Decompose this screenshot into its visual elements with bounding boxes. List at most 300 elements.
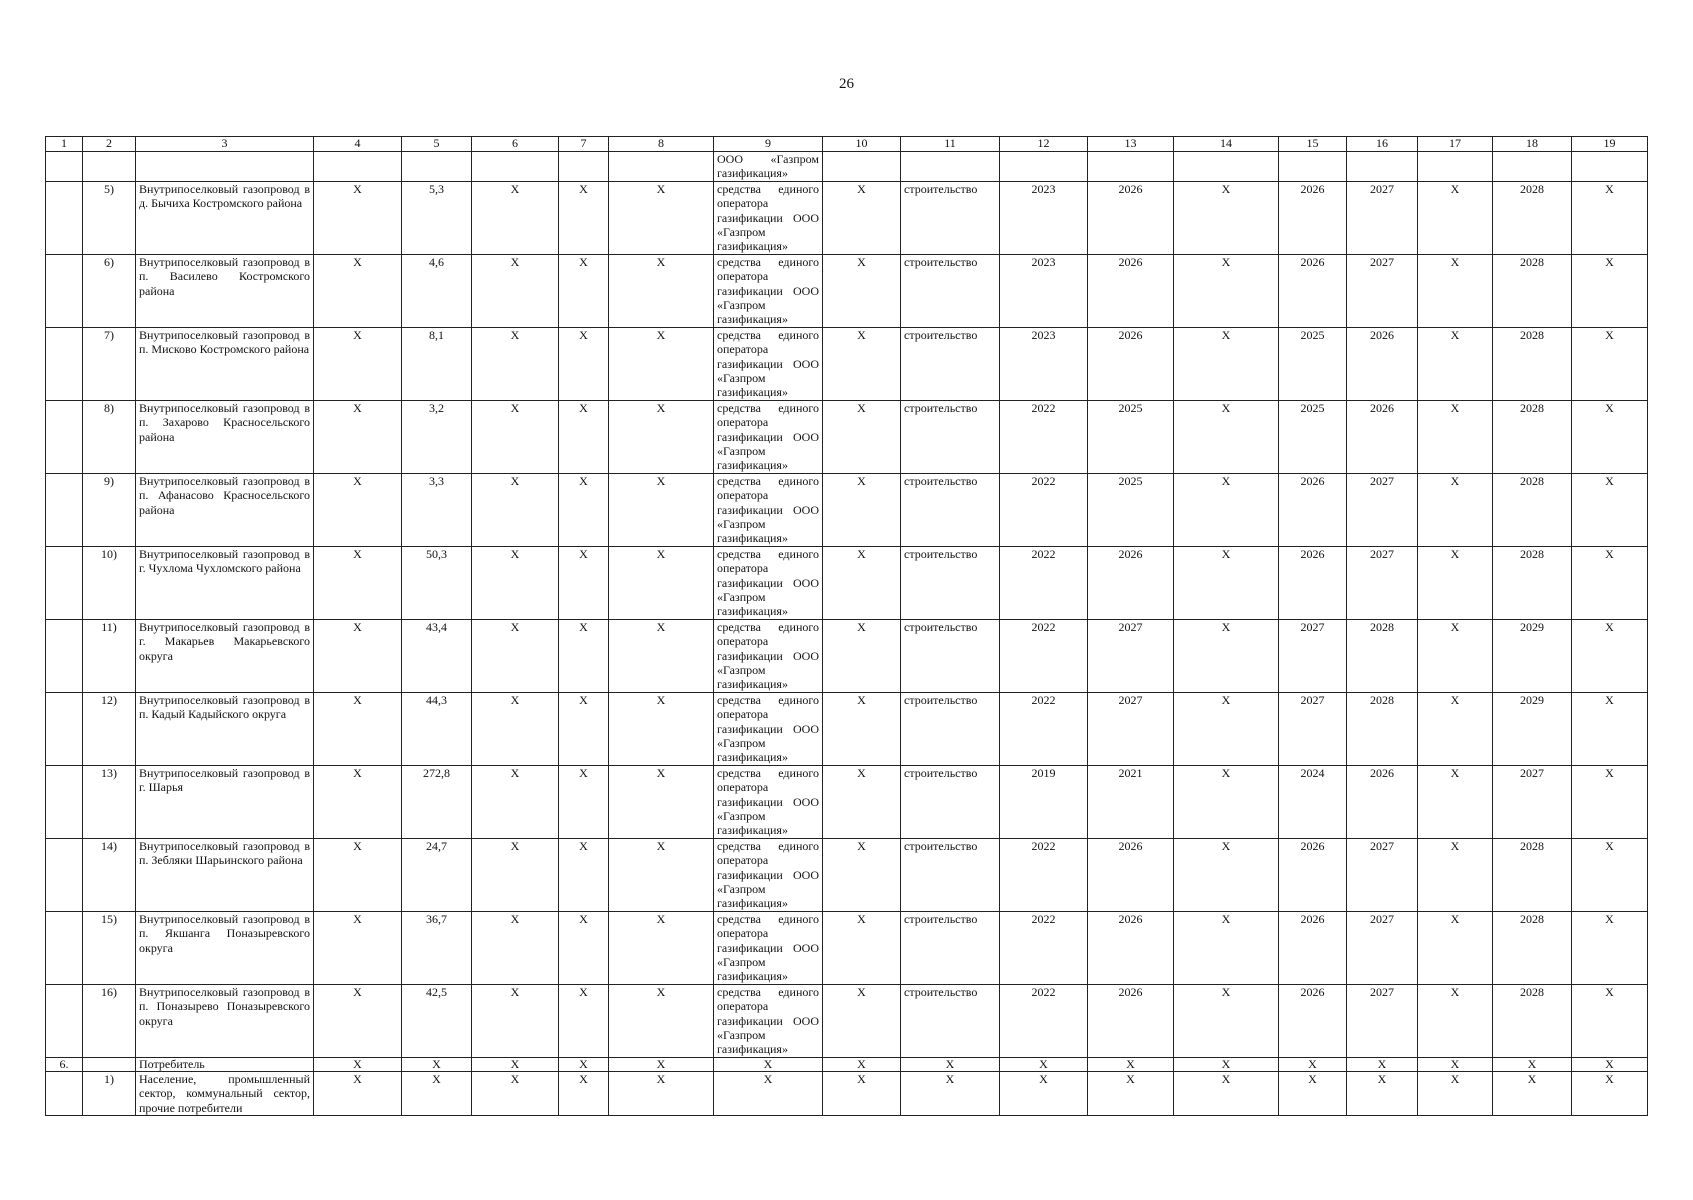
cell-col-9: ООО «Газпром газификация» xyxy=(714,152,823,182)
cell-col-2: 6) xyxy=(83,255,136,328)
cell-col-8: Х xyxy=(609,182,714,255)
cell-col-18: 2028 xyxy=(1493,328,1572,401)
cell-col-13: Х xyxy=(1088,1072,1174,1116)
cell-col-5: 4,6 xyxy=(402,255,472,328)
cell-col-1 xyxy=(46,985,83,1058)
column-number-row xyxy=(46,137,1648,152)
cell-col-4: Х xyxy=(314,693,402,766)
cell-col-2 xyxy=(83,152,136,182)
cell-col-13: 2027 xyxy=(1088,620,1174,693)
cell-col-5 xyxy=(402,152,472,182)
cell-col-11 xyxy=(901,152,1000,182)
group-row-consumer xyxy=(46,1058,1648,1072)
cell-col-12: 2019 xyxy=(1000,766,1088,839)
cell-col-5: Х xyxy=(402,1058,472,1072)
cell-col-15: 2026 xyxy=(1279,912,1347,985)
cell-col-4: Х xyxy=(314,839,402,912)
cell-col-14: Х xyxy=(1174,401,1279,474)
cell-col-1 xyxy=(46,839,83,912)
cell-col-12: 2023 xyxy=(1000,255,1088,328)
cell-col-18: 2028 xyxy=(1493,547,1572,620)
cell-col-13: 2025 xyxy=(1088,401,1174,474)
cell-col-14 xyxy=(1174,152,1279,182)
cell-col-18: 2028 xyxy=(1493,912,1572,985)
cell-col-10: Х xyxy=(823,985,901,1058)
cell-col-7: Х xyxy=(559,255,609,328)
cell-col-8: Х xyxy=(609,693,714,766)
cell-col-10: Х xyxy=(823,839,901,912)
cell-col-12: 2023 xyxy=(1000,182,1088,255)
cell-col-3: Внутрипоселковый газопровод в п. Мисково Костромского района xyxy=(136,328,314,401)
cell-col-11: Х xyxy=(901,1072,1000,1116)
cell-col-12: Х xyxy=(1000,1072,1088,1116)
cell-col-9: средства единого оператора газификации ООО «Газпром газификация» xyxy=(714,547,823,620)
cell-col-2: 10) xyxy=(83,547,136,620)
cell-col-13: 2026 xyxy=(1088,985,1174,1058)
cell-col-19: Х xyxy=(1572,474,1648,547)
cell-col-16: 2027 xyxy=(1347,985,1418,1058)
cell-col-16: 2028 xyxy=(1347,620,1418,693)
cell-col-7 xyxy=(559,152,609,182)
cell-col-5: 36,7 xyxy=(402,912,472,985)
cell-col-14: Х xyxy=(1174,182,1279,255)
cell-col-17: Х xyxy=(1418,255,1493,328)
column-header-11: 11 xyxy=(901,137,1000,152)
cell-col-15 xyxy=(1279,152,1347,182)
cell-col-13: 2026 xyxy=(1088,328,1174,401)
cell-col-15: 2025 xyxy=(1279,401,1347,474)
cell-col-3: Внутрипоселковый газопровод в г. Шарья xyxy=(136,766,314,839)
cell-col-1 xyxy=(46,1072,83,1116)
cell-col-3: Внутрипоселковый газопровод в п. Якшанга Поназыревского округа xyxy=(136,912,314,985)
cell-col-17: Х xyxy=(1418,620,1493,693)
cell-col-19 xyxy=(1572,152,1648,182)
column-header-12: 12 xyxy=(1000,137,1088,152)
cell-col-19: Х xyxy=(1572,401,1648,474)
cell-col-12: 2022 xyxy=(1000,693,1088,766)
cell-col-7: Х xyxy=(559,328,609,401)
cell-col-4: Х xyxy=(314,328,402,401)
cell-col-12: 2022 xyxy=(1000,401,1088,474)
column-header-17: 17 xyxy=(1418,137,1493,152)
cell-col-3: Внутрипоселковый газопровод в п. Афанасово Красносельского района xyxy=(136,474,314,547)
cell-col-2: 12) xyxy=(83,693,136,766)
cell-col-19: Х xyxy=(1572,985,1648,1058)
cell-col-14: Х xyxy=(1174,839,1279,912)
column-header-5: 5 xyxy=(402,137,472,152)
table-header xyxy=(46,137,1648,152)
cell-col-1 xyxy=(46,328,83,401)
cell-col-7: Х xyxy=(559,693,609,766)
cell-col-4: Х xyxy=(314,401,402,474)
cell-col-9: средства единого оператора газификации ООО «Газпром газификация» xyxy=(714,255,823,328)
cell-col-16: 2028 xyxy=(1347,693,1418,766)
column-header-10: 10 xyxy=(823,137,901,152)
cell-col-9: средства единого оператора газификации ООО «Газпром газификация» xyxy=(714,328,823,401)
cell-col-8: Х xyxy=(609,1072,714,1116)
cell-col-17: Х xyxy=(1418,474,1493,547)
cell-col-7: Х xyxy=(559,766,609,839)
cell-col-18: 2028 xyxy=(1493,182,1572,255)
cell-col-14: Х xyxy=(1174,474,1279,547)
cell-col-15: 2025 xyxy=(1279,328,1347,401)
cell-col-1 xyxy=(46,255,83,328)
cell-col-9: средства единого оператора газификации ООО «Газпром газификация» xyxy=(714,839,823,912)
cell-col-12: 2022 xyxy=(1000,620,1088,693)
cell-col-3 xyxy=(136,152,314,182)
cell-col-6: Х xyxy=(472,985,559,1058)
cell-col-14: Х xyxy=(1174,1072,1279,1116)
column-header-2: 2 xyxy=(83,137,136,152)
cell-col-8: Х xyxy=(609,912,714,985)
cell-col-5: 42,5 xyxy=(402,985,472,1058)
cell-col-12: 2022 xyxy=(1000,912,1088,985)
cell-col-9: средства единого оператора газификации ООО «Газпром газификация» xyxy=(714,912,823,985)
cell-col-12: Х xyxy=(1000,1058,1088,1072)
cell-col-5: 8,1 xyxy=(402,328,472,401)
cell-col-1 xyxy=(46,620,83,693)
cell-col-17: Х xyxy=(1418,839,1493,912)
cell-col-15: 2027 xyxy=(1279,693,1347,766)
cell-col-6: Х xyxy=(472,1058,559,1072)
cell-col-18: Х xyxy=(1493,1058,1572,1072)
cell-col-7: Х xyxy=(559,1072,609,1116)
cell-col-8: Х xyxy=(609,620,714,693)
table-row xyxy=(46,1072,1648,1116)
table-row xyxy=(46,182,1648,255)
cell-col-3: Внутрипоселковый газопровод в г. Чухлома Чухломского района xyxy=(136,547,314,620)
cell-col-19: Х xyxy=(1572,693,1648,766)
cell-col-6: Х xyxy=(472,620,559,693)
cell-col-11: строительство xyxy=(901,839,1000,912)
cell-col-15: 2024 xyxy=(1279,766,1347,839)
cell-col-8: Х xyxy=(609,401,714,474)
cell-col-4: Х xyxy=(314,620,402,693)
cell-col-18: 2028 xyxy=(1493,839,1572,912)
cell-col-4: Х xyxy=(314,547,402,620)
continuation-row xyxy=(46,152,1648,182)
cell-col-11: строительство xyxy=(901,693,1000,766)
cell-col-14: Х xyxy=(1174,766,1279,839)
table-row xyxy=(46,839,1648,912)
cell-col-7: Х xyxy=(559,839,609,912)
column-header-8: 8 xyxy=(609,137,714,152)
cell-col-17: Х xyxy=(1418,693,1493,766)
cell-col-1 xyxy=(46,547,83,620)
cell-col-5: 3,2 xyxy=(402,401,472,474)
cell-col-16: 2027 xyxy=(1347,255,1418,328)
cell-col-19: Х xyxy=(1572,255,1648,328)
cell-col-16: 2027 xyxy=(1347,912,1418,985)
cell-col-7: Х xyxy=(559,474,609,547)
cell-col-18: 2028 xyxy=(1493,255,1572,328)
cell-col-4: Х xyxy=(314,474,402,547)
column-header-16: 16 xyxy=(1347,137,1418,152)
cell-col-6: Х xyxy=(472,693,559,766)
cell-col-15: 2026 xyxy=(1279,255,1347,328)
cell-col-5: 43,4 xyxy=(402,620,472,693)
column-header-4: 4 xyxy=(314,137,402,152)
cell-col-10: Х xyxy=(823,474,901,547)
column-header-9: 9 xyxy=(714,137,823,152)
cell-col-8 xyxy=(609,152,714,182)
cell-col-19: Х xyxy=(1572,182,1648,255)
cell-col-8: Х xyxy=(609,255,714,328)
table-row xyxy=(46,255,1648,328)
cell-col-1: 6. xyxy=(46,1058,83,1072)
table-row xyxy=(46,766,1648,839)
column-header-15: 15 xyxy=(1279,137,1347,152)
cell-col-18: 2028 xyxy=(1493,985,1572,1058)
column-header-13: 13 xyxy=(1088,137,1174,152)
cell-col-7: Х xyxy=(559,547,609,620)
cell-col-7: Х xyxy=(559,620,609,693)
cell-col-12: 2022 xyxy=(1000,839,1088,912)
cell-col-9: Х xyxy=(714,1072,823,1116)
cell-col-9: средства единого оператора газификации ООО «Газпром газификация» xyxy=(714,620,823,693)
cell-col-15: 2026 xyxy=(1279,839,1347,912)
column-header-19: 19 xyxy=(1572,137,1648,152)
cell-col-1 xyxy=(46,474,83,547)
table-body xyxy=(46,152,1648,1116)
cell-col-16: Х xyxy=(1347,1072,1418,1116)
table-row xyxy=(46,547,1648,620)
cell-col-4: Х xyxy=(314,1072,402,1116)
cell-col-10: Х xyxy=(823,255,901,328)
cell-col-12: 2023 xyxy=(1000,328,1088,401)
cell-col-5: 44,3 xyxy=(402,693,472,766)
cell-col-3: Внутрипоселковый газопровод в п. Захарово Красносельского района xyxy=(136,401,314,474)
cell-col-16 xyxy=(1347,152,1418,182)
cell-col-8: Х xyxy=(609,766,714,839)
cell-col-2: 9) xyxy=(83,474,136,547)
cell-col-10: Х xyxy=(823,401,901,474)
cell-col-17: Х xyxy=(1418,1072,1493,1116)
cell-col-17: Х xyxy=(1418,182,1493,255)
cell-col-10: Х xyxy=(823,693,901,766)
page-number: 26 xyxy=(839,76,854,92)
cell-col-12: 2022 xyxy=(1000,985,1088,1058)
cell-col-7: Х xyxy=(559,401,609,474)
cell-col-15: Х xyxy=(1279,1058,1347,1072)
cell-col-5: 272,8 xyxy=(402,766,472,839)
cell-col-19: Х xyxy=(1572,1072,1648,1116)
column-header-14: 14 xyxy=(1174,137,1279,152)
cell-col-7: Х xyxy=(559,912,609,985)
cell-col-17: Х xyxy=(1418,547,1493,620)
cell-col-11: строительство xyxy=(901,474,1000,547)
cell-col-10: Х xyxy=(823,766,901,839)
cell-col-17: Х xyxy=(1418,328,1493,401)
cell-col-2: 13) xyxy=(83,766,136,839)
cell-col-9: средства единого оператора газификации ООО «Газпром газификация» xyxy=(714,693,823,766)
cell-col-13: 2021 xyxy=(1088,766,1174,839)
cell-col-13: Х xyxy=(1088,1058,1174,1072)
cell-col-2: 15) xyxy=(83,912,136,985)
cell-col-14: Х xyxy=(1174,693,1279,766)
cell-col-3: Внутрипоселковый газопровод в д. Бычиха Костромского района xyxy=(136,182,314,255)
cell-col-4: Х xyxy=(314,912,402,985)
cell-col-16: 2026 xyxy=(1347,766,1418,839)
cell-col-3: Население, промышленный сектор, коммунальный сектор, прочие потребители xyxy=(136,1072,314,1116)
cell-col-17: Х xyxy=(1418,1058,1493,1072)
cell-col-3: Внутрипоселковый газопровод в п. Зебляки Шарьинского района xyxy=(136,839,314,912)
cell-col-9: средства единого оператора газификации ООО «Газпром газификация» xyxy=(714,766,823,839)
cell-col-19: Х xyxy=(1572,766,1648,839)
column-header-6: 6 xyxy=(472,137,559,152)
table-row xyxy=(46,620,1648,693)
cell-col-6: Х xyxy=(472,401,559,474)
cell-col-19: Х xyxy=(1572,839,1648,912)
cell-col-13: 2025 xyxy=(1088,474,1174,547)
cell-col-6: Х xyxy=(472,1072,559,1116)
table-row xyxy=(46,985,1648,1058)
cell-col-13: 2026 xyxy=(1088,912,1174,985)
cell-col-11: строительство xyxy=(901,985,1000,1058)
cell-col-16: 2027 xyxy=(1347,839,1418,912)
cell-col-11: строительство xyxy=(901,547,1000,620)
cell-col-4 xyxy=(314,152,402,182)
cell-col-13: 2026 xyxy=(1088,255,1174,328)
cell-col-17: Х xyxy=(1418,766,1493,839)
cell-col-11: строительство xyxy=(901,182,1000,255)
cell-col-13: 2026 xyxy=(1088,839,1174,912)
cell-col-3: Потребитель xyxy=(136,1058,314,1072)
cell-col-6: Х xyxy=(472,182,559,255)
cell-col-9: средства единого оператора газификации ООО «Газпром газификация» xyxy=(714,474,823,547)
cell-col-16: Х xyxy=(1347,1058,1418,1072)
cell-col-16: 2026 xyxy=(1347,401,1418,474)
cell-col-13: 2027 xyxy=(1088,693,1174,766)
cell-col-4: Х xyxy=(314,1058,402,1072)
cell-col-10: Х xyxy=(823,182,901,255)
cell-col-5: 5,3 xyxy=(402,182,472,255)
cell-col-1 xyxy=(46,182,83,255)
cell-col-14: Х xyxy=(1174,255,1279,328)
cell-col-15: 2026 xyxy=(1279,985,1347,1058)
cell-col-7: Х xyxy=(559,182,609,255)
table-row xyxy=(46,693,1648,766)
column-header-3: 3 xyxy=(136,137,314,152)
cell-col-12: 2022 xyxy=(1000,547,1088,620)
cell-col-3: Внутрипоселковый газопровод в п. Василево Костромского района xyxy=(136,255,314,328)
cell-col-18: 2027 xyxy=(1493,766,1572,839)
cell-col-19: Х xyxy=(1572,328,1648,401)
cell-col-2: 14) xyxy=(83,839,136,912)
cell-col-5: 50,3 xyxy=(402,547,472,620)
column-header-7: 7 xyxy=(559,137,609,152)
cell-col-1 xyxy=(46,401,83,474)
cell-col-2: 1) xyxy=(83,1072,136,1116)
cell-col-2: 11) xyxy=(83,620,136,693)
cell-col-14: Х xyxy=(1174,1058,1279,1072)
cell-col-10: Х xyxy=(823,547,901,620)
cell-col-1 xyxy=(46,152,83,182)
cell-col-18: Х xyxy=(1493,1072,1572,1116)
cell-col-8: Х xyxy=(609,839,714,912)
cell-col-14: Х xyxy=(1174,620,1279,693)
cell-col-15: 2026 xyxy=(1279,547,1347,620)
cell-col-10: Х xyxy=(823,912,901,985)
cell-col-11: строительство xyxy=(901,912,1000,985)
cell-col-6: Х xyxy=(472,255,559,328)
cell-col-10: Х xyxy=(823,328,901,401)
cell-col-9: средства единого оператора газификации ООО «Газпром газификация» xyxy=(714,182,823,255)
table-row xyxy=(46,401,1648,474)
cell-col-6: Х xyxy=(472,912,559,985)
cell-col-18: 2029 xyxy=(1493,693,1572,766)
cell-col-8: Х xyxy=(609,474,714,547)
cell-col-2: 16) xyxy=(83,985,136,1058)
cell-col-17: Х xyxy=(1418,401,1493,474)
cell-col-14: Х xyxy=(1174,912,1279,985)
cell-col-2: 7) xyxy=(83,328,136,401)
cell-col-13 xyxy=(1088,152,1174,182)
cell-col-1 xyxy=(46,693,83,766)
cell-col-12: 2022 xyxy=(1000,474,1088,547)
cell-col-13: 2026 xyxy=(1088,182,1174,255)
cell-col-19: Х xyxy=(1572,620,1648,693)
cell-col-10: Х xyxy=(823,1058,901,1072)
cell-col-13: 2026 xyxy=(1088,547,1174,620)
cell-col-15: 2026 xyxy=(1279,474,1347,547)
cell-col-4: Х xyxy=(314,766,402,839)
cell-col-9: средства единого оператора газификации ООО «Газпром газификация» xyxy=(714,401,823,474)
cell-col-1 xyxy=(46,912,83,985)
cell-col-10 xyxy=(823,152,901,182)
cell-col-5: 3,3 xyxy=(402,474,472,547)
cell-col-17 xyxy=(1418,152,1493,182)
cell-col-4: Х xyxy=(314,182,402,255)
cell-col-15: Х xyxy=(1279,1072,1347,1116)
cell-col-5: Х xyxy=(402,1072,472,1116)
cell-col-6: Х xyxy=(472,766,559,839)
cell-col-7: Х xyxy=(559,1058,609,1072)
cell-col-15: 2027 xyxy=(1279,620,1347,693)
cell-col-6 xyxy=(472,152,559,182)
cell-col-17: Х xyxy=(1418,912,1493,985)
cell-col-18: 2029 xyxy=(1493,620,1572,693)
column-header-1: 1 xyxy=(46,137,83,152)
cell-col-17: Х xyxy=(1418,985,1493,1058)
cell-col-6: Х xyxy=(472,328,559,401)
cell-col-8: Х xyxy=(609,547,714,620)
column-header-18: 18 xyxy=(1493,137,1572,152)
cell-col-6: Х xyxy=(472,547,559,620)
cell-col-15: 2026 xyxy=(1279,182,1347,255)
cell-col-4: Х xyxy=(314,255,402,328)
cell-col-18: 2028 xyxy=(1493,474,1572,547)
cell-col-14: Х xyxy=(1174,985,1279,1058)
cell-col-4: Х xyxy=(314,985,402,1058)
cell-col-14: Х xyxy=(1174,328,1279,401)
cell-col-18: 2028 xyxy=(1493,401,1572,474)
cell-col-8: Х xyxy=(609,328,714,401)
cell-col-16: 2027 xyxy=(1347,474,1418,547)
cell-col-10: Х xyxy=(823,1072,901,1116)
cell-col-19: Х xyxy=(1572,1058,1648,1072)
cell-col-6: Х xyxy=(472,474,559,547)
cell-col-19: Х xyxy=(1572,912,1648,985)
cell-col-11: строительство xyxy=(901,401,1000,474)
cell-col-11: строительство xyxy=(901,620,1000,693)
cell-col-2: 5) xyxy=(83,182,136,255)
cell-col-9: Х xyxy=(714,1058,823,1072)
cell-col-18 xyxy=(1493,152,1572,182)
cell-col-2: 8) xyxy=(83,401,136,474)
table-row xyxy=(46,912,1648,985)
cell-col-3: Внутрипоселковый газопровод в г. Макарьев Макарьевского округа xyxy=(136,620,314,693)
